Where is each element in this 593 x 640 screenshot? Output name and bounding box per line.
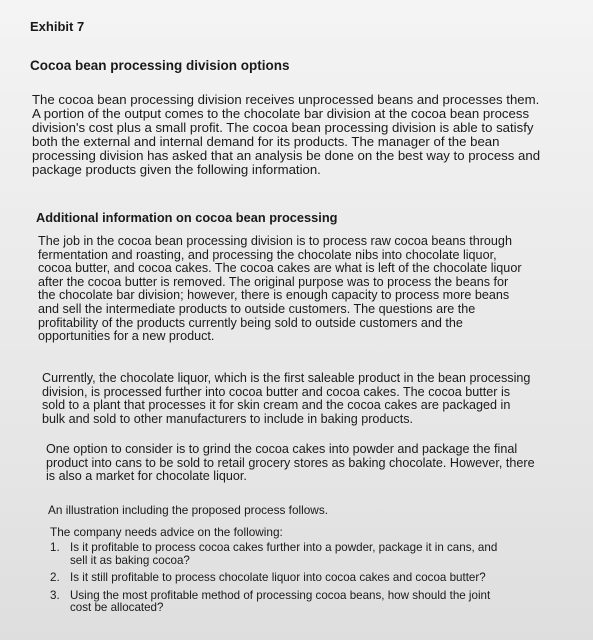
advice-paragraph: The company needs advice on the following: [50,525,283,539]
question-text: Using the most profitable method of processing cocoa beans, how should the joint cost be allocated? [70,588,491,614]
question-item [50,572,570,585]
question-item [50,590,570,615]
illustration-paragraph: An illustration including the proposed process follows. [48,503,329,517]
question-text: Is it still profitable to process chocolate liquor into cocoa cakes and cocoa butter? [70,571,486,584]
question-number: 3. [50,588,60,602]
question-text: Is it profitable to process cocoa cakes further into a powder, package it in cans, and sell it as baking cocoa? [70,541,498,567]
exhibit-label: Exhibit 7 [30,19,85,34]
question-number: 2. [50,571,60,584]
job-paragraph: The job in the cocoa bean processing division is to process raw cocoa beans through fermentation and roasting, and processing the chocolate nibs into chocolate liquor, cocoa butter, and cocoa cakes. The cocoa cakes are what is left of the chocolate liquor after the cocoa butter is removed. The original purpose was to process the beans for the chocolate bar division; however, there is enough capacity to process more beans and sell the intermediate products to outside customers. The questions are the profitability of the products currently being sold to outside customers and the opportunities for a new product. [38,234,522,344]
question-item [50,542,570,567]
question-number: 1. [50,541,60,554]
currently-paragraph: Currently, the chocolate liquor, which is the first saleable product in the bean processing division, is processed further into cocoa butter and cocoa cakes. The cocoa butter is sold to a plant that processes it for skin cream and the cocoa cakes are packaged in bulk and sold to other manufacturers to include in baking products. [42,371,531,426]
additional-info-heading: Additional information on cocoa bean processing [36,210,338,225]
question-list [50,542,570,620]
option-paragraph: One option to consider is to grind the cocoa cakes into powder and package the final product into cans to be sold to retail grocery stores as baking chocolate. However, there is also a market for chocolate liquor. [46,442,535,484]
section-title: Cocoa bean processing division options [30,58,290,73]
intro-paragraph: The cocoa bean processing division receives unprocessed beans and processes them. A portion of the output comes to the chocolate bar division at the cocoa bean process division's cost plus a small profit. The cocoa bean processing division is able to satisfy both the external and internal demand for its products. The manager of the bean processing division has asked that an analysis be done on the best way to process and package products given the following information. [32,92,541,177]
